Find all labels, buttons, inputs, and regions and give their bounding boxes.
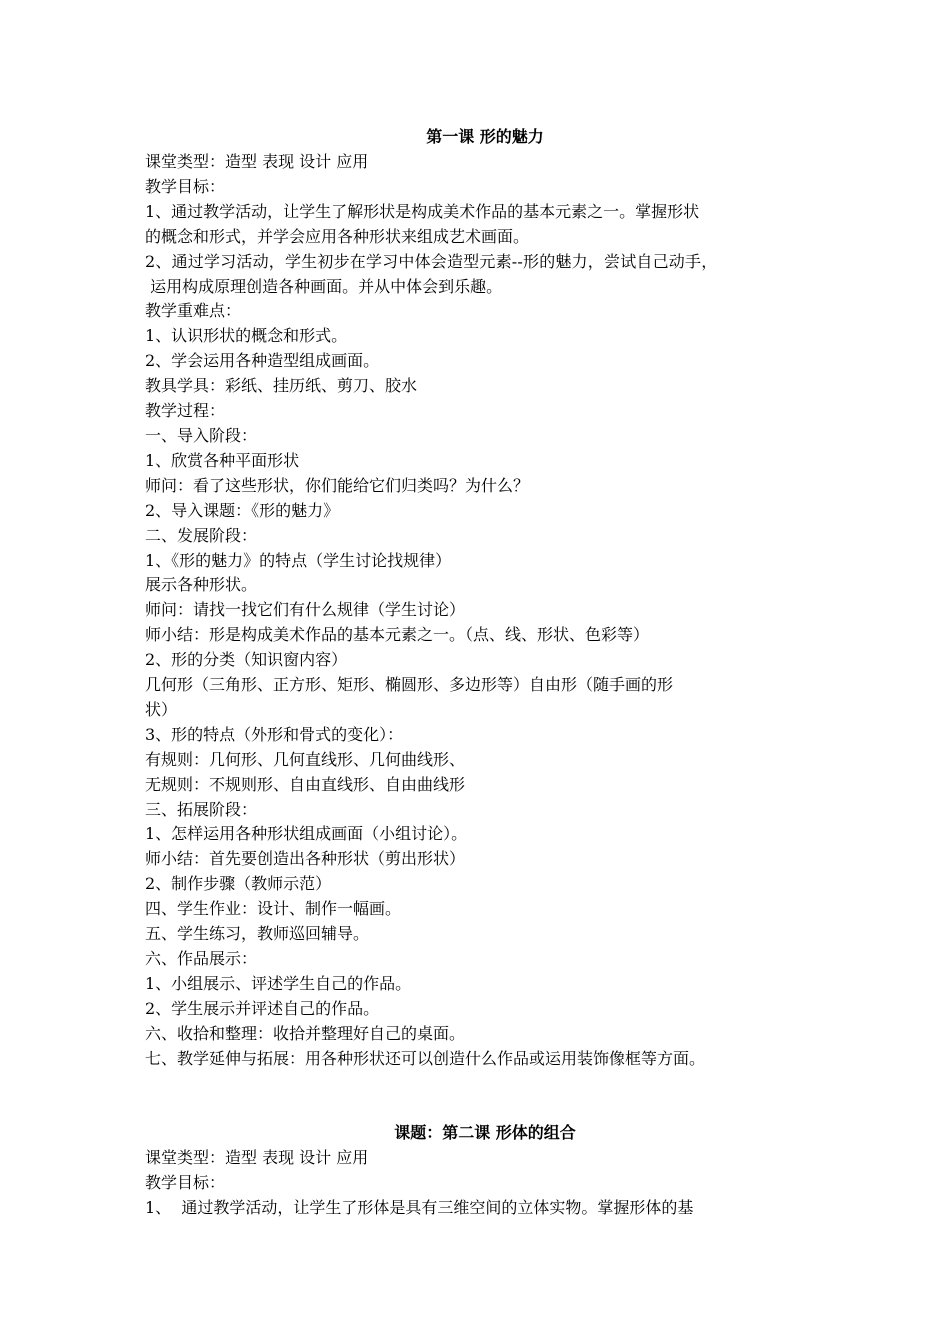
teaching-goals-heading: 教学目标： <box>145 176 226 196</box>
extension: 七、教学延伸与拓展：用各种形状还可以创造什么作品或运用装饰像框等方面。 <box>145 1048 706 1068</box>
stage-one-teacher-question: 师问：看了这些形状，你们能给它们归类吗？为什么？ <box>145 475 530 495</box>
key-points-heading: 教学重难点： <box>145 301 242 321</box>
stage-four-homework: 四、学生作业：设计、制作一幅画。 <box>145 899 402 919</box>
stage-six-item-two: 2、学生展示并评述自己的作品。 <box>145 998 380 1018</box>
key-point-two: 2、学会运用各种造型组成画面。 <box>145 351 380 371</box>
stage-six-heading: 六、作品展示： <box>145 949 258 968</box>
stage-one-item-two: 2、导入课题：《形的魅力》 <box>145 500 340 520</box>
lesson-two-goals-heading: 教学目标： <box>145 1172 226 1192</box>
stage-two-show-shapes: 展示各种形状。 <box>145 575 258 595</box>
irregular-shapes: 无规则：不规则形、自由直线形、自由曲线形 <box>145 774 466 794</box>
stage-one-item-one: 1、欣赏各种平面形状 <box>145 450 300 470</box>
lesson-two <box>145 1120 825 1221</box>
stage-two-teacher-summary: 师小结：形是构成美术作品的基本元素之一。（点、线、形状、色彩等） <box>145 625 650 645</box>
stage-six-item-one: 1、小组展示、评述学生自己的作品。 <box>145 973 412 993</box>
teaching-process-heading: 教学过程： <box>145 401 226 421</box>
tidy-up: 六、收拾和整理：收拾并整理好自己的桌面。 <box>145 1023 466 1043</box>
teaching-materials: 教具学具：彩纸、挂历纸、剪刀、胶水 <box>145 376 418 396</box>
lesson-two-title: 课题：第二课 形体的组合 <box>394 1123 576 1142</box>
lesson-one <box>145 124 825 1072</box>
goal-one-line-two: 的概念和形式，并学会应用各种形状来组成艺术画面。 <box>145 226 530 246</box>
stage-five-practice: 五、学生练习，教师巡回辅导。 <box>145 924 370 944</box>
stage-three-item-one: 1、怎样运用各种形状组成画面（小组讨论）。 <box>145 824 468 844</box>
stage-one-heading: 一、导入阶段： <box>145 425 258 445</box>
stage-two-heading: 二、发展阶段： <box>145 525 258 545</box>
stage-two-item-three: 3、形的特点（外形和骨式的变化）： <box>145 724 404 744</box>
key-point-one: 1、认识形状的概念和形式。 <box>145 326 348 346</box>
stage-two-item-one: 1、《形的魅力》的特点（学生讨论找规律） <box>145 550 452 570</box>
course-type: 课堂类型：造型 表现 设计 应用 <box>145 152 369 171</box>
stage-two-teacher-question: 师问：请找一找它们有什么规律（学生讨论） <box>145 600 466 620</box>
shape-classification-line-two: 状） <box>145 699 178 719</box>
shape-classification-line-one: 几何形（三角形、正方形、矩形、椭圆形、多边形等）自由形（随手画的形 <box>145 675 674 695</box>
lesson-two-course-type: 课堂类型：造型 表现 设计 应用 <box>145 1148 369 1167</box>
stage-two-item-two: 2、形的分类（知识窗内容） <box>145 650 348 670</box>
goal-two-line-two: 运用构成原理创造各种画面。并从中体会到乐趣。 <box>145 276 503 296</box>
regular-shapes: 有规则：几何形、几何直线形、几何曲线形、 <box>145 749 466 769</box>
lesson-two-goal-one: 1、 通过教学活动，让学生了形体是具有三维空间的立体实物。掌握形体的基 <box>145 1197 694 1217</box>
goal-two-line-one: 2、通过学习活动，学生初步在学习中体会造型元素--形的魅力，尝试自己动手， <box>145 251 718 271</box>
stage-three-item-two: 2、制作步骤（教师示范） <box>145 874 332 894</box>
lesson-one-title: 第一课 形的魅力 <box>426 127 544 146</box>
stage-three-heading: 三、拓展阶段： <box>145 799 258 819</box>
stage-three-teacher-summary: 师小结：首先要创造出各种形状（剪出形状） <box>145 849 466 869</box>
goal-one-line-one: 1、通过教学活动，让学生了解形状是构成美术作品的基本元素之一。掌握形状 <box>145 201 700 221</box>
